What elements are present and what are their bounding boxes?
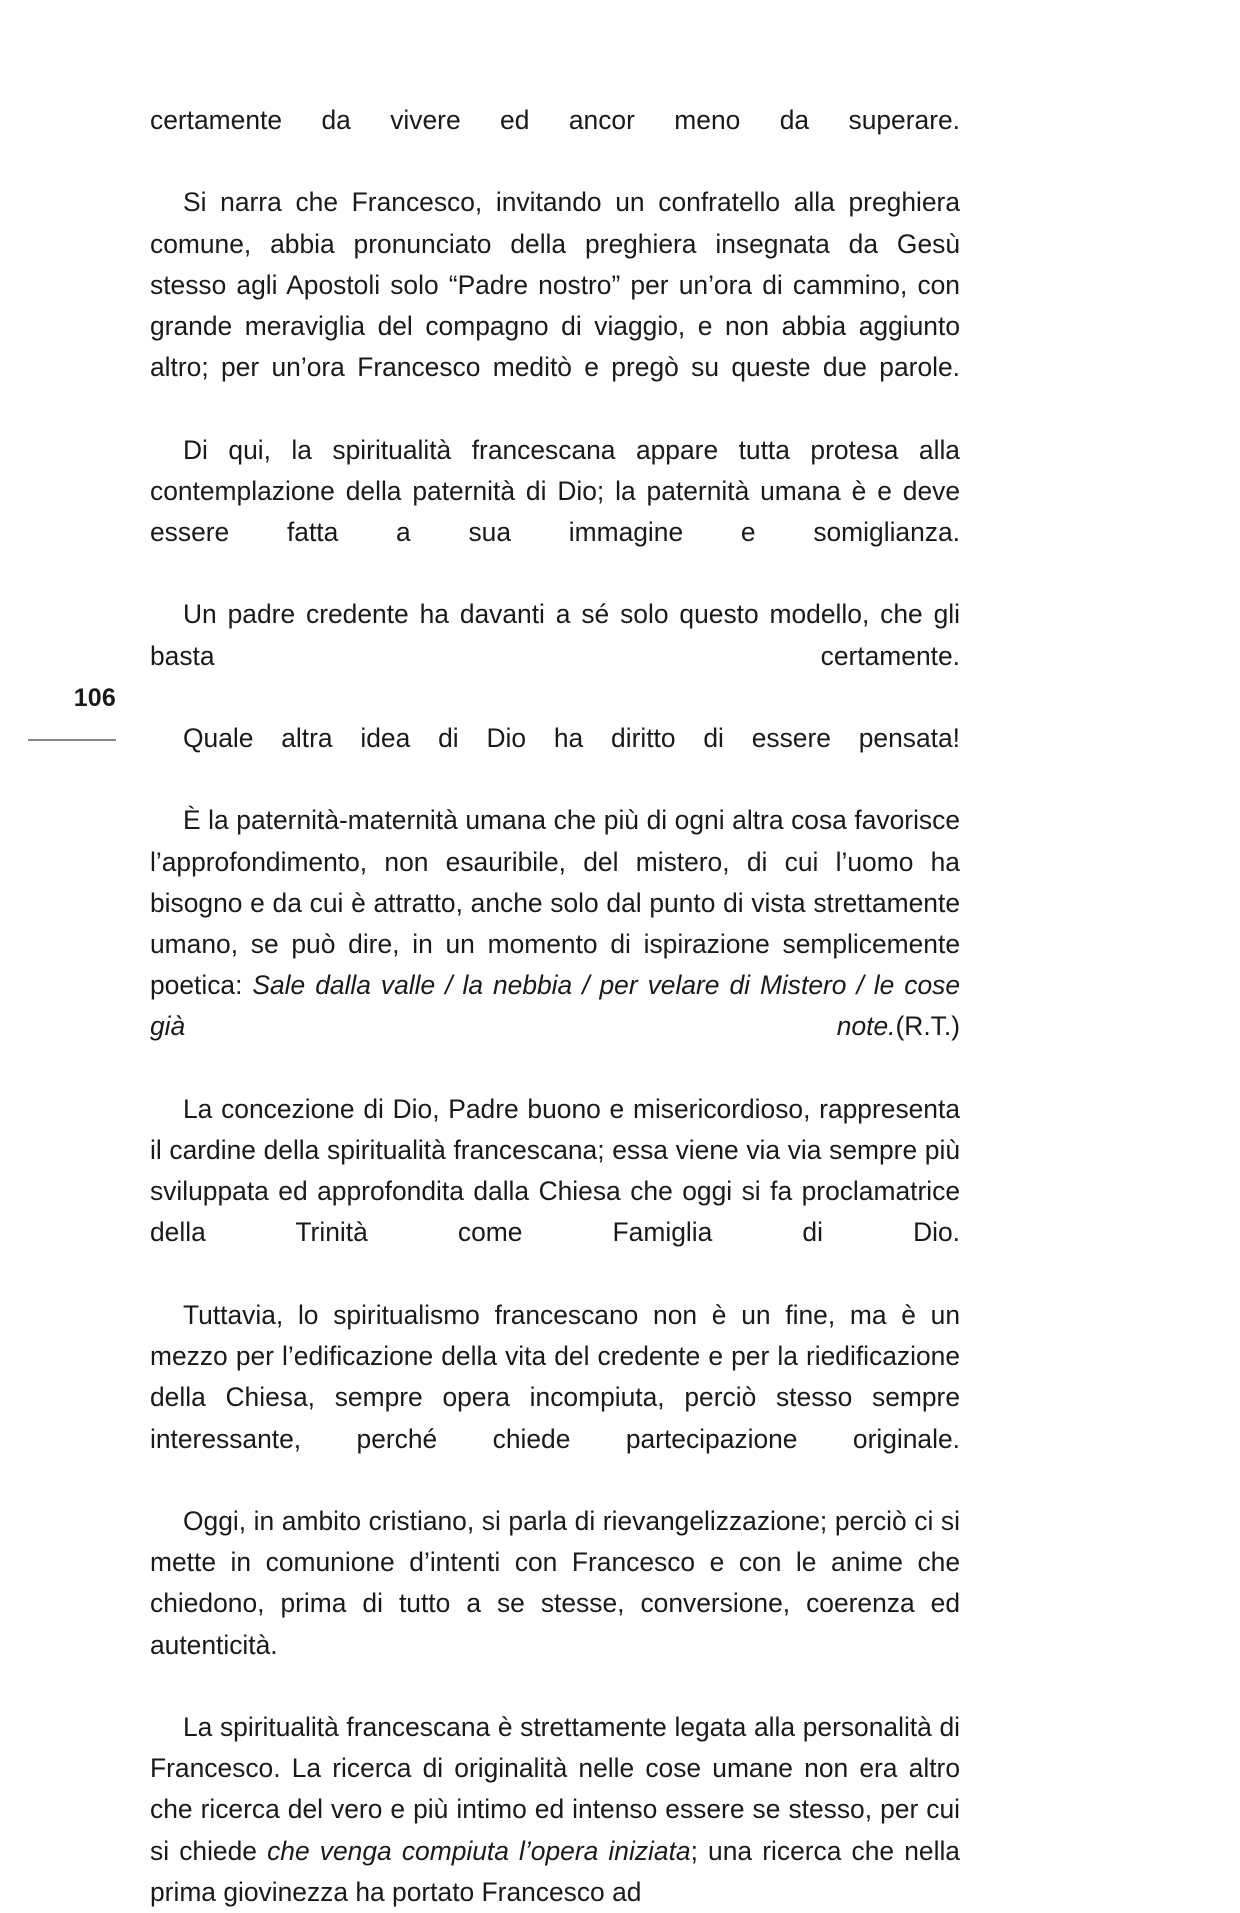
- text-run: Oggi, in ambito cristiano, si parla di rievangelizzazione; perciò ci si mette in comunione d’intenti con Francesco e con le anime che chiedono, prima di tutto a se stesse, conversione, coerenza ed autenticità.: [150, 1505, 960, 1660]
- paragraph: [150, 800, 960, 1088]
- text-run: Di qui, la spiritualità francescana appare tutta protesa alla contemplazione della paternità di Dio; la paternità umana è e deve essere fatta a sua immagine e somiglianza.: [150, 434, 960, 548]
- folio-block: [28, 686, 116, 711]
- paragraph: [150, 718, 960, 800]
- italic-run: che venga compiuta l’opera iniziata: [267, 1835, 691, 1866]
- text-run: certamente da vivere ed ancor meno da superare.: [150, 105, 960, 135]
- text-run: Quale altra idea di Dio ha diritto di essere pensata!: [183, 723, 960, 754]
- folio-rule: [28, 739, 116, 741]
- paragraph: [150, 430, 960, 595]
- page-number: 106: [73, 684, 116, 712]
- text-run: (R.T.): [895, 1011, 960, 1042]
- paragraph: [150, 594, 960, 718]
- text-run: Un padre credente ha davanti a sé solo questo modello, che gli basta certamente.: [150, 599, 960, 671]
- text-run: Si narra che Francesco, invitando un confratello alla preghiera comune, abbia pronunciato della preghiera insegnata da Gesù stesso agli Apostoli solo “Padre nostro” per un’ora di cammino, con grande meraviglia del compagno di viaggio, e non abbia aggiunto altro; per un’ora Francesco meditò e pregò su queste due parole.: [150, 187, 960, 383]
- italic-run: Sale dalla valle / la nebbia / per velare di Mistero / le cose già note.: [150, 970, 960, 1042]
- text-run: ; una ricerca che nella prima giovinezza ha portato Francesco ad: [150, 1835, 960, 1907]
- body-text-column: [150, 100, 960, 1913]
- paragraph: [150, 100, 960, 182]
- paragraph: [150, 1501, 960, 1707]
- text-run: È la paternità-maternità umana che più di ogni altra cosa favorisce l’approfondimento, non esauribile, del mistero, di cui l’uomo ha bisogno e da cui è attratto, anche solo dal punto di vista strettamente umano, se può dire, in un momento di ispirazione semplicemente poetica:: [150, 805, 960, 1001]
- text-run: Tuttavia, lo spiritualismo francescano non è un fine, ma è un mezzo per l’edificazione della vita del credente e per la riedificazione della Chiesa, sempre opera incompiuta, perciò stesso sempre interessante, perché chiede partecipazione originale.: [150, 1299, 960, 1454]
- paragraph: [150, 182, 960, 429]
- paragraph: [150, 1295, 960, 1501]
- paragraph: [150, 1089, 960, 1295]
- text-run: La concezione di Dio, Padre buono e misericordioso, rappresenta il cardine della spiritualità francescana; essa viene via via sempre più sviluppata ed approfondita dalla Chiesa che oggi si fa proclamatrice della Trinità come Famiglia di Dio.: [150, 1093, 960, 1248]
- text-run: La spiritualità francescana è strettamente legata alla personalità di Francesco. La ricerca di originalità nelle cose umane non era altro che ricerca del vero e più intimo ed intenso essere se stesso, per cui si chiede: [150, 1711, 960, 1866]
- paragraph: [150, 1707, 960, 1913]
